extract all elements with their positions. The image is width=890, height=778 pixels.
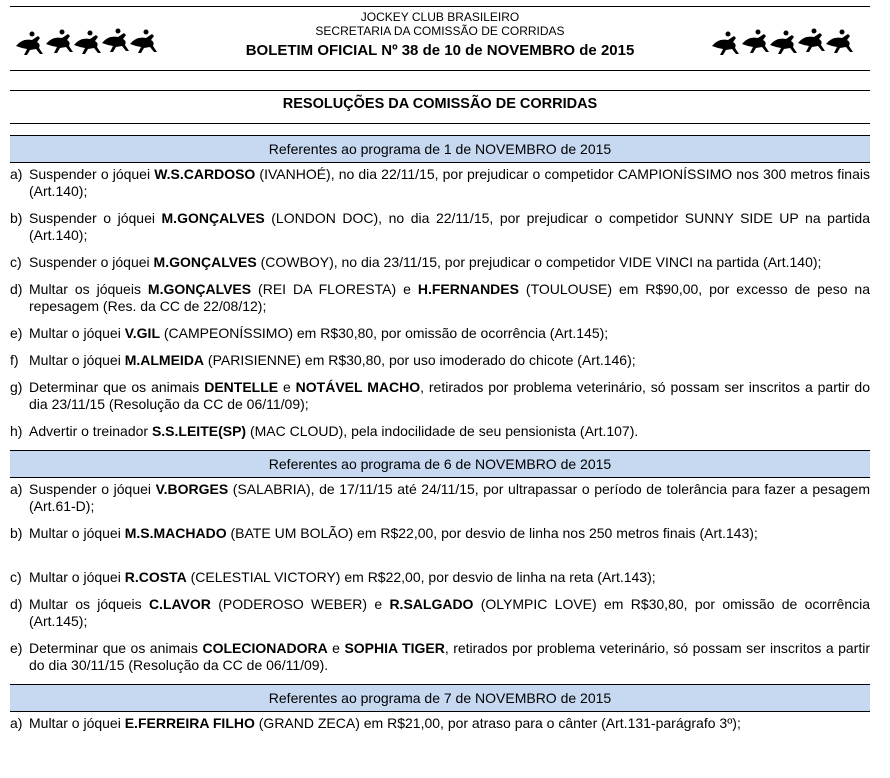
item-text-part: (PARISIENNE) em R$30,80, por uso imoderado do chicote (Art.146);: [204, 352, 636, 368]
item-text-part: (SALABRIA), de 17/11/15 até 24/11/15, por ultrapassar o período de tolerância para fazer a pesagem (Art.61-D);: [29, 481, 870, 514]
resolution-item: [10, 569, 870, 586]
item-letter: d): [10, 596, 23, 612]
item-text: [29, 166, 870, 200]
item-text-part: (CAMPEONÍSSIMO) em R$30,80, por omissão de ocorrência (Art.145);: [160, 325, 609, 341]
item-name-bold: M.ALMEIDA: [124, 352, 205, 368]
item-letter: a): [10, 715, 23, 731]
item-name-bold: E.FERREIRA FILHO: [124, 715, 255, 731]
item-text: [29, 379, 870, 413]
resolution-item: [10, 640, 870, 674]
section-heading: Referentes ao programa de 7 de NOVEMBRO de 2015: [10, 684, 870, 712]
item-name-bold: M.GONÇALVES: [147, 281, 252, 297]
item-letter: c): [10, 254, 22, 270]
item-name-bold: COLECIONADORA: [202, 640, 328, 656]
item-text-part: (LONDON DOC), no dia 22/11/15, por prejudicar o competidor SUNNY SIDE UP na partida (Art.140);: [29, 210, 870, 243]
item-name-bold: C.LAVOR: [148, 596, 211, 612]
item-name-bold: R.COSTA: [124, 569, 187, 585]
item-text-part: Multar o jóquei: [29, 325, 125, 341]
item-text: [29, 640, 870, 674]
item-text-part: (REI DA FLORESTA) e: [251, 281, 418, 297]
item-text-part: Suspender o jóquei: [29, 166, 155, 182]
item-text-part: Determinar que os animais: [29, 640, 203, 656]
item-name-bold: V.BORGES: [155, 481, 229, 497]
item-letter: f): [10, 352, 19, 368]
item-letter: b): [10, 525, 23, 541]
item-name-bold: H.FERNANDES: [417, 281, 519, 297]
item-text-part: e: [327, 640, 345, 656]
item-name-bold: NOTÁVEL MACHO: [295, 379, 421, 395]
bulletin-title: BOLETIM OFICIAL Nº 38 de 10 de NOVEMBRO de 2015: [245, 42, 635, 59]
item-text-part: (MAC CLOUD), pela indocilidade de seu pensionista (Art.107).: [246, 423, 639, 439]
item-text-part: (PODEROSO WEBER) e: [210, 596, 390, 612]
resolution-items: [10, 163, 870, 440]
item-text: [29, 325, 870, 342]
item-text-part: (TOULOUSE) em R$90,00, por excesso de peso na repesagem (Res. da CC de 22/08/12);: [29, 281, 871, 314]
item-text-part: Suspender o jóquei: [29, 254, 154, 270]
item-text-part: Multar os jóqueis: [29, 281, 148, 297]
item-text-part: (OLYMPIC LOVE) em R$30,80, por omissão de ocorrência (Art.145);: [29, 596, 871, 629]
item-text: [29, 281, 870, 315]
item-letter: d): [10, 281, 23, 297]
item-text-part: , retirados por problema veterinário, só possam ser inscritos a partir do dia 23/11/15 (Resolução da CC de 06/11/09);: [29, 379, 870, 412]
resolutions-list: [10, 135, 870, 732]
header-org: JOCKEY CLUB BRASILEIRO: [360, 10, 520, 24]
item-text: [29, 210, 870, 244]
item-text-part: (GRAND ZECA) em R$21,00, por atraso para o cânter (Art.131-parágrafo 3º);: [254, 715, 741, 731]
item-text-part: (COWBOY), no dia 23/11/15, por prejudicar o competidor VIDE VINCI na partida (Art.140);: [256, 254, 822, 270]
item-letter: h): [10, 423, 23, 439]
item-text: [29, 352, 870, 369]
resolution-items: [10, 478, 870, 674]
item-text: [29, 481, 870, 515]
item-text-part: Determinar que os animais: [29, 379, 205, 395]
resolution-item: [10, 281, 870, 315]
item-letter: e): [10, 325, 23, 341]
resolution-item: [10, 715, 870, 732]
resolution-item: [10, 210, 870, 244]
item-letter: c): [10, 569, 22, 585]
resolution-item: [10, 481, 870, 515]
bulletin-header: [10, 0, 870, 71]
item-name-bold: R.SALGADO: [389, 596, 474, 612]
resolution-item: [10, 254, 870, 271]
item-name-bold: S.S.LEITE(SP): [151, 423, 247, 439]
resolution-items: [10, 712, 870, 732]
item-name-bold: W.S.CARDOSO: [154, 166, 256, 182]
item-letter: a): [10, 481, 23, 497]
item-text-part: (IVANHOÉ), no dia 22/11/15, por prejudicar o competidor CAMPIONÍSSIMO nos 300 metros finais (Art.140);: [29, 166, 870, 199]
item-text-part: , retirados por problema veterinário, só possam ser inscritos a partir do dia 30/11/15 (Resolução da CC de 06/11/09).: [29, 640, 870, 673]
page-title: RESOLUÇÕES DA COMISSÃO DE CORRIDAS: [282, 96, 598, 112]
header-text: [10, 10, 870, 61]
item-text-part: Suspender o jóquei: [29, 210, 162, 226]
resolution-item: [10, 525, 870, 542]
item-name-bold: M.GONÇALVES: [153, 254, 257, 270]
header-department: SECRETARIA DA COMISSÃO DE CORRIDAS: [315, 24, 565, 38]
item-name-bold: SOPHIA TIGER: [344, 640, 445, 656]
item-text: [29, 596, 870, 630]
title-band: [10, 90, 870, 124]
item-text-part: (BATE UM BOLÃO) em R$22,00, por desvio de linha nos 250 metros finais (Art.143);: [226, 525, 758, 541]
item-text: [29, 715, 870, 732]
item-text-part: Multar o jóquei: [29, 525, 125, 541]
item-text-part: e: [278, 379, 296, 395]
item-text-part: Multar o jóquei: [29, 715, 125, 731]
resolution-item: [10, 423, 870, 440]
section-heading: Referentes ao programa de 1 de NOVEMBRO de 2015: [10, 135, 870, 163]
item-name-bold: M.GONÇALVES: [161, 210, 265, 226]
resolution-item: [10, 166, 870, 200]
item-text-part: Suspender o jóquei: [29, 481, 156, 497]
item-name-bold: V.GIL: [124, 325, 160, 341]
item-text-part: Multar os jóqueis: [29, 596, 149, 612]
item-letter: b): [10, 210, 23, 226]
item-text-part: Advertir o treinador: [29, 423, 152, 439]
resolution-item: [10, 352, 870, 369]
item-text: [29, 525, 870, 542]
item-text-part: Multar o jóquei: [29, 569, 125, 585]
item-text: [29, 569, 870, 586]
section-heading: Referentes ao programa de 6 de NOVEMBRO de 2015: [10, 450, 870, 478]
item-letter: g): [10, 379, 23, 395]
resolution-item: [10, 325, 870, 342]
header-top-rule: [10, 6, 870, 7]
resolution-item: [10, 379, 870, 413]
resolution-item: [10, 596, 870, 630]
bulletin-page: [10, 0, 870, 742]
item-name-bold: DENTELLE: [204, 379, 279, 395]
item-text: [29, 423, 870, 440]
item-letter: e): [10, 640, 23, 656]
item-letter: a): [10, 166, 23, 182]
item-text: [29, 254, 870, 271]
item-text-part: Multar o jóquei: [29, 352, 125, 368]
item-name-bold: M.S.MACHADO: [124, 525, 227, 541]
item-text-part: (CELESTIAL VICTORY) em R$22,00, por desvio de linha na reta (Art.143);: [186, 569, 656, 585]
